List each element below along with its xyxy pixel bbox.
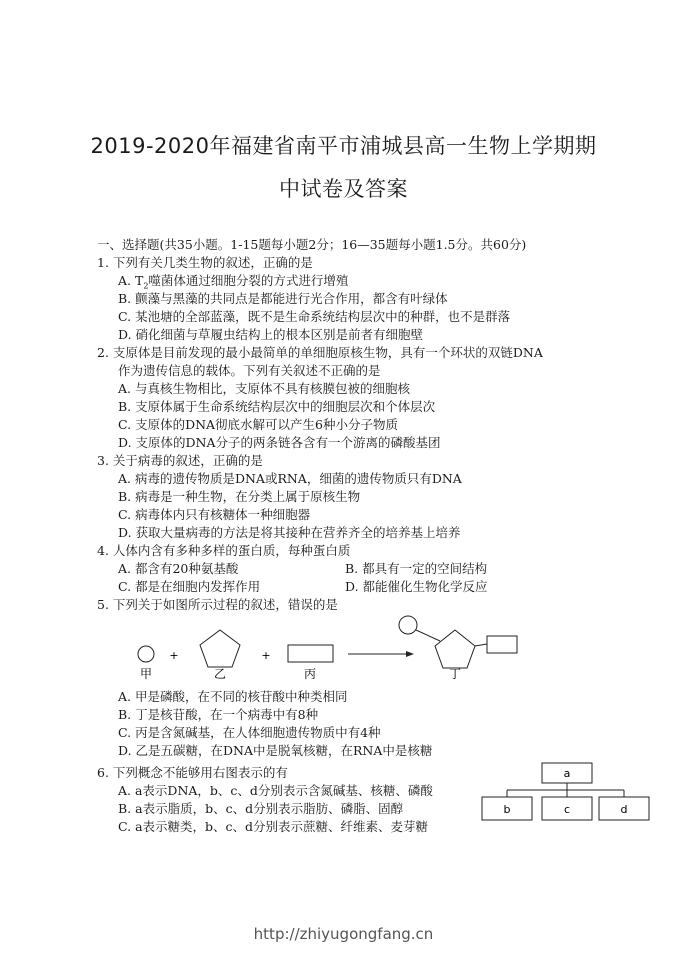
option-a-text: 噬菌体通过细胞分裂的方式进行增殖 <box>148 273 349 288</box>
base-bond-line <box>475 644 487 646</box>
question-6-stem: 6. 下列概念不能够用右图表示的有 <box>97 765 288 780</box>
option-a-prefix: A. T <box>118 273 144 288</box>
question-6-option-a: A. a表示DNA，b、c、d分别表示含氮碱基、核糖、磷酸 <box>118 783 433 798</box>
tree-label-c: c <box>563 803 571 816</box>
product-pentose-pentagon <box>435 630 475 668</box>
question-2-option-c: C. 支原体的DNA彻底水解可以产生6种小分子物质 <box>118 417 399 432</box>
product-phosphate-circle <box>399 616 417 634</box>
label-yi: 乙 <box>213 667 227 681</box>
tree-label-d: d <box>620 803 628 816</box>
document-title-line-1: 2019-2020年福建省南平市浦城县高一生物上学期期 <box>90 134 597 158</box>
arrowhead-icon <box>406 651 414 657</box>
plus-sign-1: + <box>169 649 179 662</box>
question-3-stem: 3. 关于病毒的叙述，正确的是 <box>97 453 263 468</box>
tree-label-b: b <box>503 803 511 816</box>
phosphate-bond-line <box>416 630 440 641</box>
section-heading: 一、选择题(共35小题。1-15题每小题2分；16—35题每小题1.5分。共60分) <box>97 237 527 252</box>
product-base-rectangle <box>487 636 517 653</box>
question-3-option-a: A. 病毒的遗传物质是DNA或RNA，细菌的遗传物质只有DNA <box>118 471 462 486</box>
question-3-option-b: B. 病毒是一种生物，在分类上属于原核生物 <box>118 489 361 504</box>
question-5-option-c: C. 丙是含氮碱基，在人体细胞遗传物质中有4种 <box>118 725 381 740</box>
phosphate-circle <box>138 646 154 662</box>
question-4-option-b: B. 都具有一定的空间结构 <box>345 561 488 576</box>
question-6-option-c: C. a表示糖类，b、c、d分别表示蔗糖、纤维素、麦芽糖 <box>118 819 429 834</box>
question-3-option-c: C. 病毒体内只有核糖体一种细胞器 <box>118 507 311 522</box>
question-2-option-a: A. 与真核生物相比，支原体不具有核膜包被的细胞核 <box>118 381 410 396</box>
label-ding: 丁 <box>448 667 462 681</box>
question-5-option-a: A. 甲是磷酸，在不同的核苷酸中种类相同 <box>118 689 348 704</box>
question-2-stem-line-1: 2. 支原体是目前发现的最小最简单的单细胞原核生物，具有一个环状的双链DNA <box>97 345 543 360</box>
question-1-option-d: D. 硝化细菌与草履虫结构上的根本区别是前者有细胞壁 <box>118 327 424 342</box>
question-6-option-b: B. a表示脂质，b、c、d分别表示脂肪、磷脂、固醇 <box>118 801 404 816</box>
question-2-option-d: D. 支原体的DNA分子的两条链各含有一个游离的磷酸基团 <box>118 435 441 450</box>
question-4-option-c: C. 都是在细胞内发挥作用 <box>118 579 261 594</box>
footer-url: http://zhiyugongfang.cn <box>253 925 434 943</box>
question-4-option-a: A. 都含有20种氨基酸 <box>118 561 239 576</box>
question-1-option-c: C. 某池塘的全部蓝藻，既不是生命系统结构层次中的种群，也不是群落 <box>118 309 511 324</box>
base-rectangle <box>288 645 333 662</box>
question-4-stem: 4. 人体内含有多种多样的蛋白质，每种蛋白质 <box>97 543 351 558</box>
tree-root-label: a <box>563 767 571 780</box>
question-3-option-d: D. 获取大量病毒的方法是将其接种在营养齐全的培养基上培养 <box>118 525 461 540</box>
label-jia: 甲 <box>139 667 153 681</box>
question-5-option-d: D. 乙是五碳糖，在DNA中是脱氧核糖，在RNA中是核糖 <box>118 743 433 758</box>
pentose-pentagon <box>200 630 240 667</box>
plus-sign-2: + <box>261 649 271 662</box>
question-1-stem: 1. 下列有关几类生物的叙述，正确的是 <box>97 255 313 270</box>
question-5-stem: 5. 下列关于如图所示过程的叙述，错误的是 <box>97 597 338 612</box>
question-5-option-b: B. 丁是核苷酸，在一个病毒中有8种 <box>118 707 319 722</box>
question-2-stem-line-2: 作为遗传信息的载体。下列有关叙述不正确的是 <box>118 363 381 378</box>
document-title-line-2: 中试卷及答案 <box>279 177 408 201</box>
subscript: 2 <box>143 281 149 291</box>
question-2-option-b: B. 支原体属于生命系统结构层次中的细胞层次和个体层次 <box>118 399 436 414</box>
question-1-option-b: B. 颤藻与黑藻的共同点是都能进行光合作用，都含有叶绿体 <box>118 291 448 306</box>
label-bing: 丙 <box>303 667 317 681</box>
question-4-option-d: D. 都能催化生物化学反应 <box>345 579 488 594</box>
